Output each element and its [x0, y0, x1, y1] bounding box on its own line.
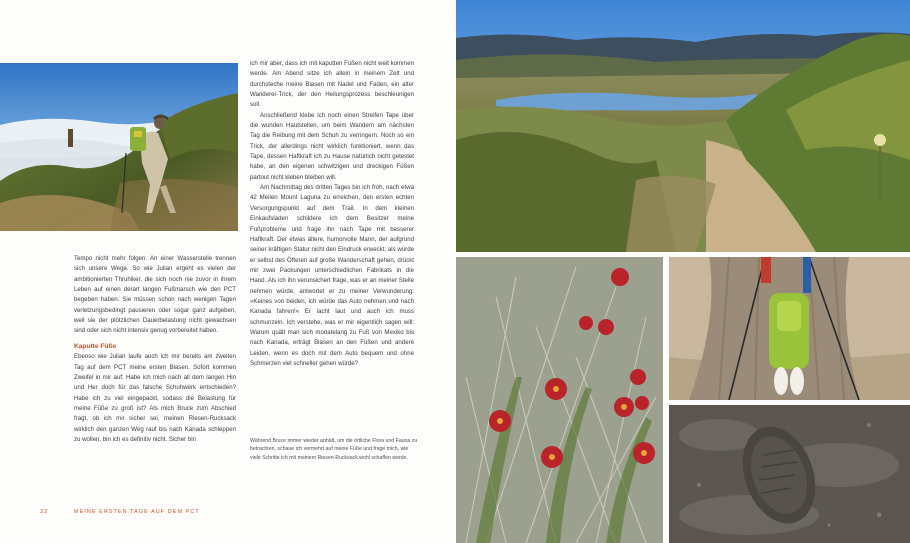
photo-caption: Während Bruce immer wieder anhält, um die örtliche Flora und Fauna zu betrachten, schaue ich vermehrt auf meine Füße und frage mich, wie viele Schritte ich mit meinem Riesen-Rucksack wohl schaffen werde. [250, 438, 418, 461]
right-text-column [250, 59, 414, 369]
page-number: 32 [40, 509, 49, 515]
running-title: MEINE ERSTEN TAGE AUF DEM PCT [74, 509, 200, 515]
paragraph-2: Anschließend klebe ich noch einen Streifen Tape über die wunden Hautstellen, um beim Wandern am nächsten Tag die Reibung mit dem Schuh zu verringern. Noch so ein Trick, der allerdings nicht wirklich funktioniert, wenn das Tape, dessen Haftkraft ich zu Hause natürlich nicht getestet habe, an den eigenen schwitzigen und dreckigen Füßen partout nicht kleben bleiben will. [250, 111, 414, 181]
intro-paragraph: Tempo nicht mehr folgen. An einer Wasserstelle trennen sich unsere Wege. So wie Julian ergeht es vielen der ambitionierten Thruhiker, die sich noch nie zuvor in ihrem Leben auf einen derart langen Fußmarsch wie den PCT begeben haben. Sie müssen schon nach wenigen Tagen verletzungsbedingt pausieren oder sogar ganz aufgeben, weil sie der plötzlichen Dauerbelastung nicht gewachsen sind oder sich nicht intensiv genug vorbereitet haben. [74, 255, 236, 335]
hiker-photo [0, 63, 238, 231]
paragraph-3: Am Nachmittag des dritten Tages bin ich froh, nach etwa 42 Meilen Mount Laguna zu erreichen, den ersten echten Versorgungspunkt auf dem Trail. In dem kleinen Einkaufsladen schildere ich dem Besitzer meine Fußprobleme und frage ihn nach Tape mit besserer Haftkraft. Der etwas ältere, humorvolle Mann, der aufgrund seiner kräftigen Statur nicht den Eindruck erweckt, als würde er selbst des Öfteren auf große Wanderschaft gehen, drückt mir zwei Packungen unterschiedlichen Fabrikats in die Hand. Als ich ihn verunsichert frage, was er an meiner Stelle nehmen würde, antwortet er zu meiner Verwunderung: »Keines von beiden, ich würde das Auto nehmen und nach Kanada fahren!« Er lacht laut und auch ich muss schmunzeln. Ich verstehe, was er mir eigentlich sagen will: Warum quält man sich monatelang zu Fuß von Mexiko bis nach Kanada, erträgt Blasen an den Füßen und andere Leiden, wenn es doch mit dem Auto bequem und ohne Schmerzen viel schneller gehen würde? [250, 184, 414, 367]
footprint-photo [669, 405, 910, 543]
backpack-tree-photo [669, 257, 910, 400]
left-text-column [74, 254, 236, 445]
section-heading: Kaputte Füße [74, 342, 117, 350]
cactus-flowers-photo [456, 257, 663, 543]
section-body-paragraph: Ebenso wie Julian laufe auch ich mir bereits am zweiten Tag auf dem PCT meine ersten Blasen. Sofort kommen Zweifel in mir auf: Habe ich mich nach all dem langen Hin und Her doch für das falsche Schuhwerk entschieden? Habe ich zu viel eingepackt, sodass die Belastung für meine Füße zu groß ist? Als mich Bruce zum Abschied fragt, ob ich mir sicher sei, meinen Riesen-Rucksack wirklich den ganzen Weg rauf bis nach Kanada schleppen zu wollen, bin ich es definitiv nicht. Sicher bin [74, 353, 236, 443]
paragraph-1: ich mir aber, dass ich mit kaputten Füßen nicht weit kommen werde. Am Abend sitze ich allein in meinem Zelt und durchsteche meine Blasen mit Nadel und Faden, ein alter Wanderer-Trick, der den Heilungsprozess beschleunigen soll. [250, 60, 414, 109]
landscape-lake-photo [456, 0, 910, 252]
